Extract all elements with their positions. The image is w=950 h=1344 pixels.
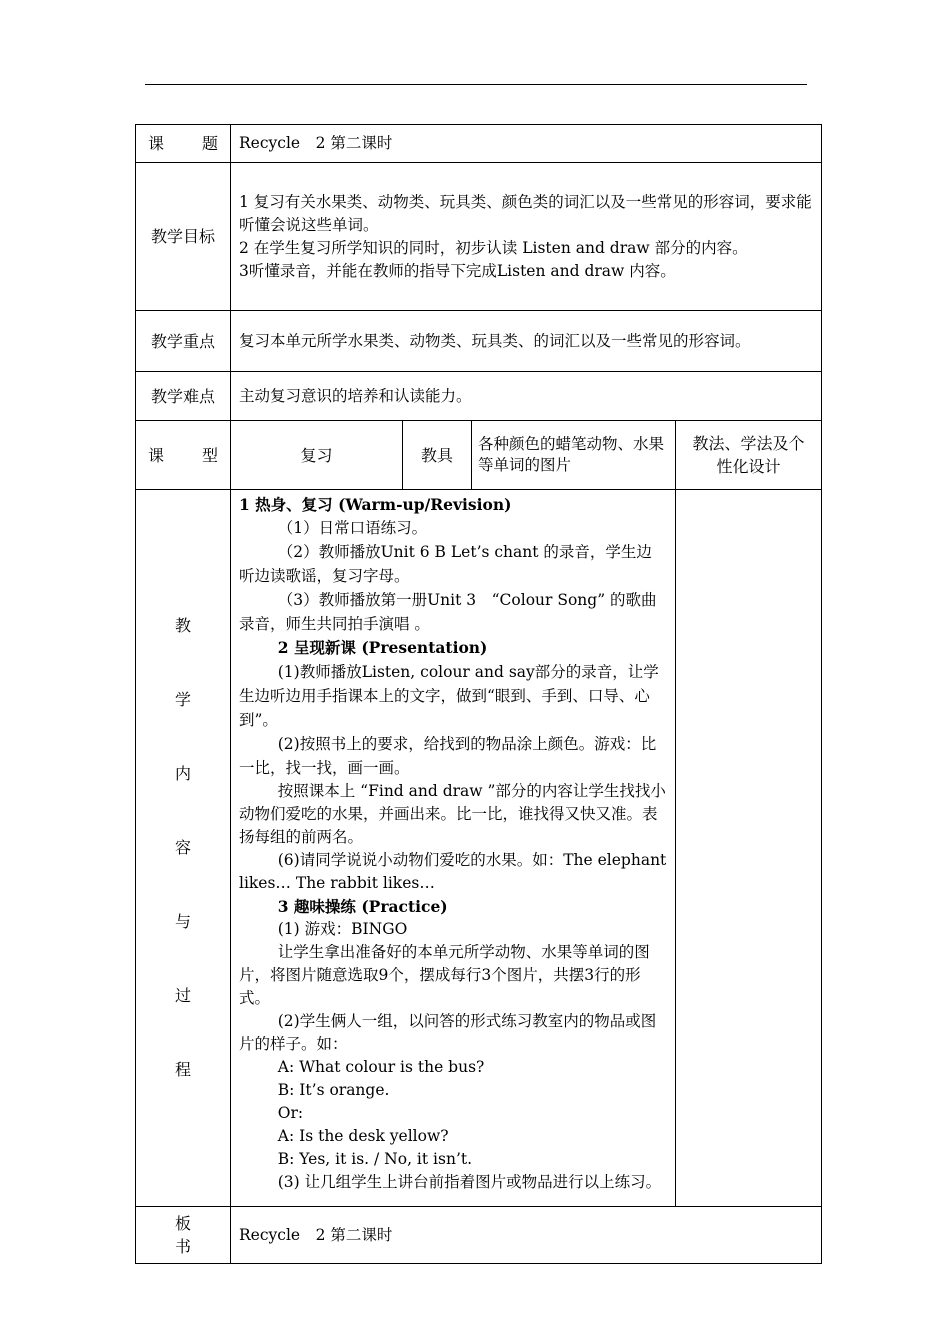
practice-step-3: (2)学生俩人一组，以问答的形式练习教室内的物品或图片的样子。如： xyxy=(239,1012,657,1053)
objectives-label: 教学目标 xyxy=(136,163,231,311)
label-char: 板 xyxy=(174,1214,191,1233)
practice-step-4: (3) 让几组学生上讲台前指着图片或物品进行以上练习。 xyxy=(277,1173,662,1191)
warmup-step-3: （3）教师播放第一册Unit 3 “Colour Song” 的歌曲录音，师生共同拍手演唱 。 xyxy=(239,591,657,633)
lesson-plan-table xyxy=(135,124,822,1264)
key-points-label: 教学重点 xyxy=(136,311,231,372)
dialogue-line: A: What colour is the bus? xyxy=(277,1058,485,1076)
row-key-points xyxy=(136,311,822,372)
dialogue-line: Or: xyxy=(277,1104,304,1122)
lesson-type-value: 复习 xyxy=(231,421,403,490)
warmup-step-1: （1）日常口语练习。 xyxy=(277,519,428,537)
section-practice-title: 3 趣味操练 (Practice) xyxy=(277,897,448,916)
presentation-step-1: (1)教师播放Listen, colour and say部分的录音，让学生边听边用手指课本上的文字，做到“眼到、手到、口导、心到”。 xyxy=(239,663,659,729)
presentation-step-3: 按照课本上 “Find and draw ”部分的内容让学生找找小动物们爱吃的水果，并画出来。比一比，谁找得又快又准。表扬每组的前两名。 xyxy=(239,782,666,846)
practice-step-2: 让学生拿出准备好的本单元所学动物、水果等单词的图片，将图片随意选取9个，摆成每行3个图片，共摆3行的形式。 xyxy=(239,943,650,1007)
objective-3: 3听懂录音，并能在教师的指导下完成Listen and draw 内容。 xyxy=(239,261,676,280)
label-char: 与 xyxy=(174,912,191,931)
teaching-aids-value: 各种颜色的蜡笔动物、水果等单词的图片 xyxy=(472,421,676,490)
practice-step-1: (1) 游戏：BINGO xyxy=(277,920,408,938)
objective-1: 1 复习有关水果类、动物类、玩具类、颜色类的词汇以及一些常见的形容词，要求能听懂会说这些单词。 xyxy=(239,192,812,234)
objective-2: 2 在学生复习所学知识的同时，初步认读 Listen and draw 部分的内容。 xyxy=(239,238,748,257)
section-presentation-title: 2 呈现新课 (Presentation) xyxy=(277,638,488,657)
methods-notes-cell xyxy=(676,490,822,1207)
presentation-step-4: (6)请同学说说小动物们爱吃的水果。如：The elephant likes… The rabbit likes… xyxy=(239,851,667,892)
label-char: 学 xyxy=(174,690,191,709)
objectives-value xyxy=(231,163,822,311)
dialogue-line: B: It’s orange. xyxy=(277,1081,390,1099)
label-char: 教 xyxy=(174,616,191,635)
dialogue-line: A: Is the desk yellow? xyxy=(277,1127,449,1145)
lesson-type-label: 课 型 xyxy=(136,421,231,490)
label-char: 程 xyxy=(174,1060,191,1079)
row-difficulties xyxy=(136,372,822,421)
content-process-label xyxy=(136,490,231,1207)
methods-label: 教法、学法及个性化设计 xyxy=(676,421,822,490)
key-points-value: 复习本单元所学水果类、动物类、玩具类、的词汇以及一些常见的形容词。 xyxy=(231,311,822,372)
content-process-body xyxy=(231,490,676,1207)
section-warmup-title: 1 热身、复习 (Warm-up/Revision) xyxy=(239,495,512,514)
row-topic xyxy=(136,125,822,163)
row-content-process xyxy=(136,490,822,1207)
label-char: 容 xyxy=(174,838,191,857)
blackboard-value: Recycle 2 第二课时 xyxy=(231,1207,822,1264)
header-rule xyxy=(145,84,807,85)
row-lesson-type xyxy=(136,421,822,490)
row-objectives xyxy=(136,163,822,311)
teaching-aids-label: 教具 xyxy=(403,421,472,490)
dialogue-line: B: Yes, it is. / No, it isn’t. xyxy=(277,1150,473,1168)
label-char: 书 xyxy=(174,1237,191,1256)
presentation-step-2: (2)按照书上的要求，给找到的物品涂上颜色。游戏：比一比，找一找，画一画。 xyxy=(239,735,657,777)
label-char: 过 xyxy=(174,986,191,1005)
label-char: 内 xyxy=(174,764,191,783)
topic-value: Recycle 2 第二课时 xyxy=(231,125,822,163)
row-blackboard xyxy=(136,1207,822,1264)
blackboard-label xyxy=(136,1207,231,1264)
difficulties-value: 主动复习意识的培养和认读能力。 xyxy=(231,372,822,421)
warmup-step-2: （2）教师播放Unit 6 B Let’s chant 的录音，学生边听边读歌谣，复习字母。 xyxy=(239,543,652,585)
topic-label: 课 题 xyxy=(136,125,231,163)
difficulties-label: 教学难点 xyxy=(136,372,231,421)
